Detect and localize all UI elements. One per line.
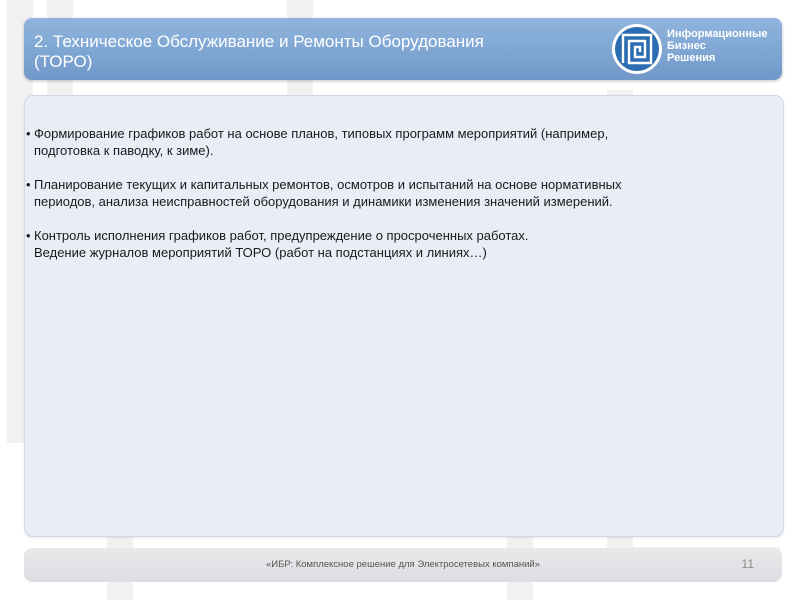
bullet-list xyxy=(25,125,765,278)
bullet-item-1 xyxy=(25,125,765,159)
bullet-item-2 xyxy=(25,176,765,210)
ibr-square-spiral-logo-icon xyxy=(611,23,663,75)
footer-caption: «ИБР: Комплексное решение для Электросетевых компаний» xyxy=(265,559,541,570)
bullet-icon: • xyxy=(26,126,31,141)
company-logo xyxy=(611,22,776,76)
bullet-text-line: Контроль исполнения графиков работ, предупреждение о просроченных работах. xyxy=(34,228,529,243)
page-number: 11 xyxy=(741,557,754,571)
slide-header xyxy=(24,18,782,80)
bullet-text-line: Ведение журналов мероприятий ТОРО (работ на подстанциях и линиях…) xyxy=(34,245,487,260)
logo-line-3: Решения xyxy=(667,52,716,64)
slide-title-line-2: (ТОРО) xyxy=(34,52,93,71)
slide-title-line-1: 2. Техническое Обслуживание и Ремонты Оборудования xyxy=(34,32,484,51)
content-panel xyxy=(24,95,784,537)
bullet-icon: • xyxy=(26,177,31,192)
bullet-text-line: периодов, анализа неисправностей оборудования и динамики изменения значений измерений. xyxy=(34,194,613,209)
logo-line-2: Бизнес xyxy=(667,40,706,52)
bullet-text-line: подготовка к паводку, к зиме). xyxy=(34,143,214,158)
bullet-icon: • xyxy=(26,228,31,243)
bullet-text-line: Формирование графиков работ на основе планов, типовых программ мероприятий (например, xyxy=(34,126,609,141)
bullet-item-3 xyxy=(25,227,765,261)
logo-line-1: Информационные xyxy=(667,28,768,40)
logo-wordmark xyxy=(667,28,777,64)
slide-title xyxy=(34,32,594,72)
slide-footer xyxy=(24,548,782,582)
bullet-text-line: Планирование текущих и капитальных ремонтов, осмотров и испытаний на основе нормативных xyxy=(34,177,622,192)
